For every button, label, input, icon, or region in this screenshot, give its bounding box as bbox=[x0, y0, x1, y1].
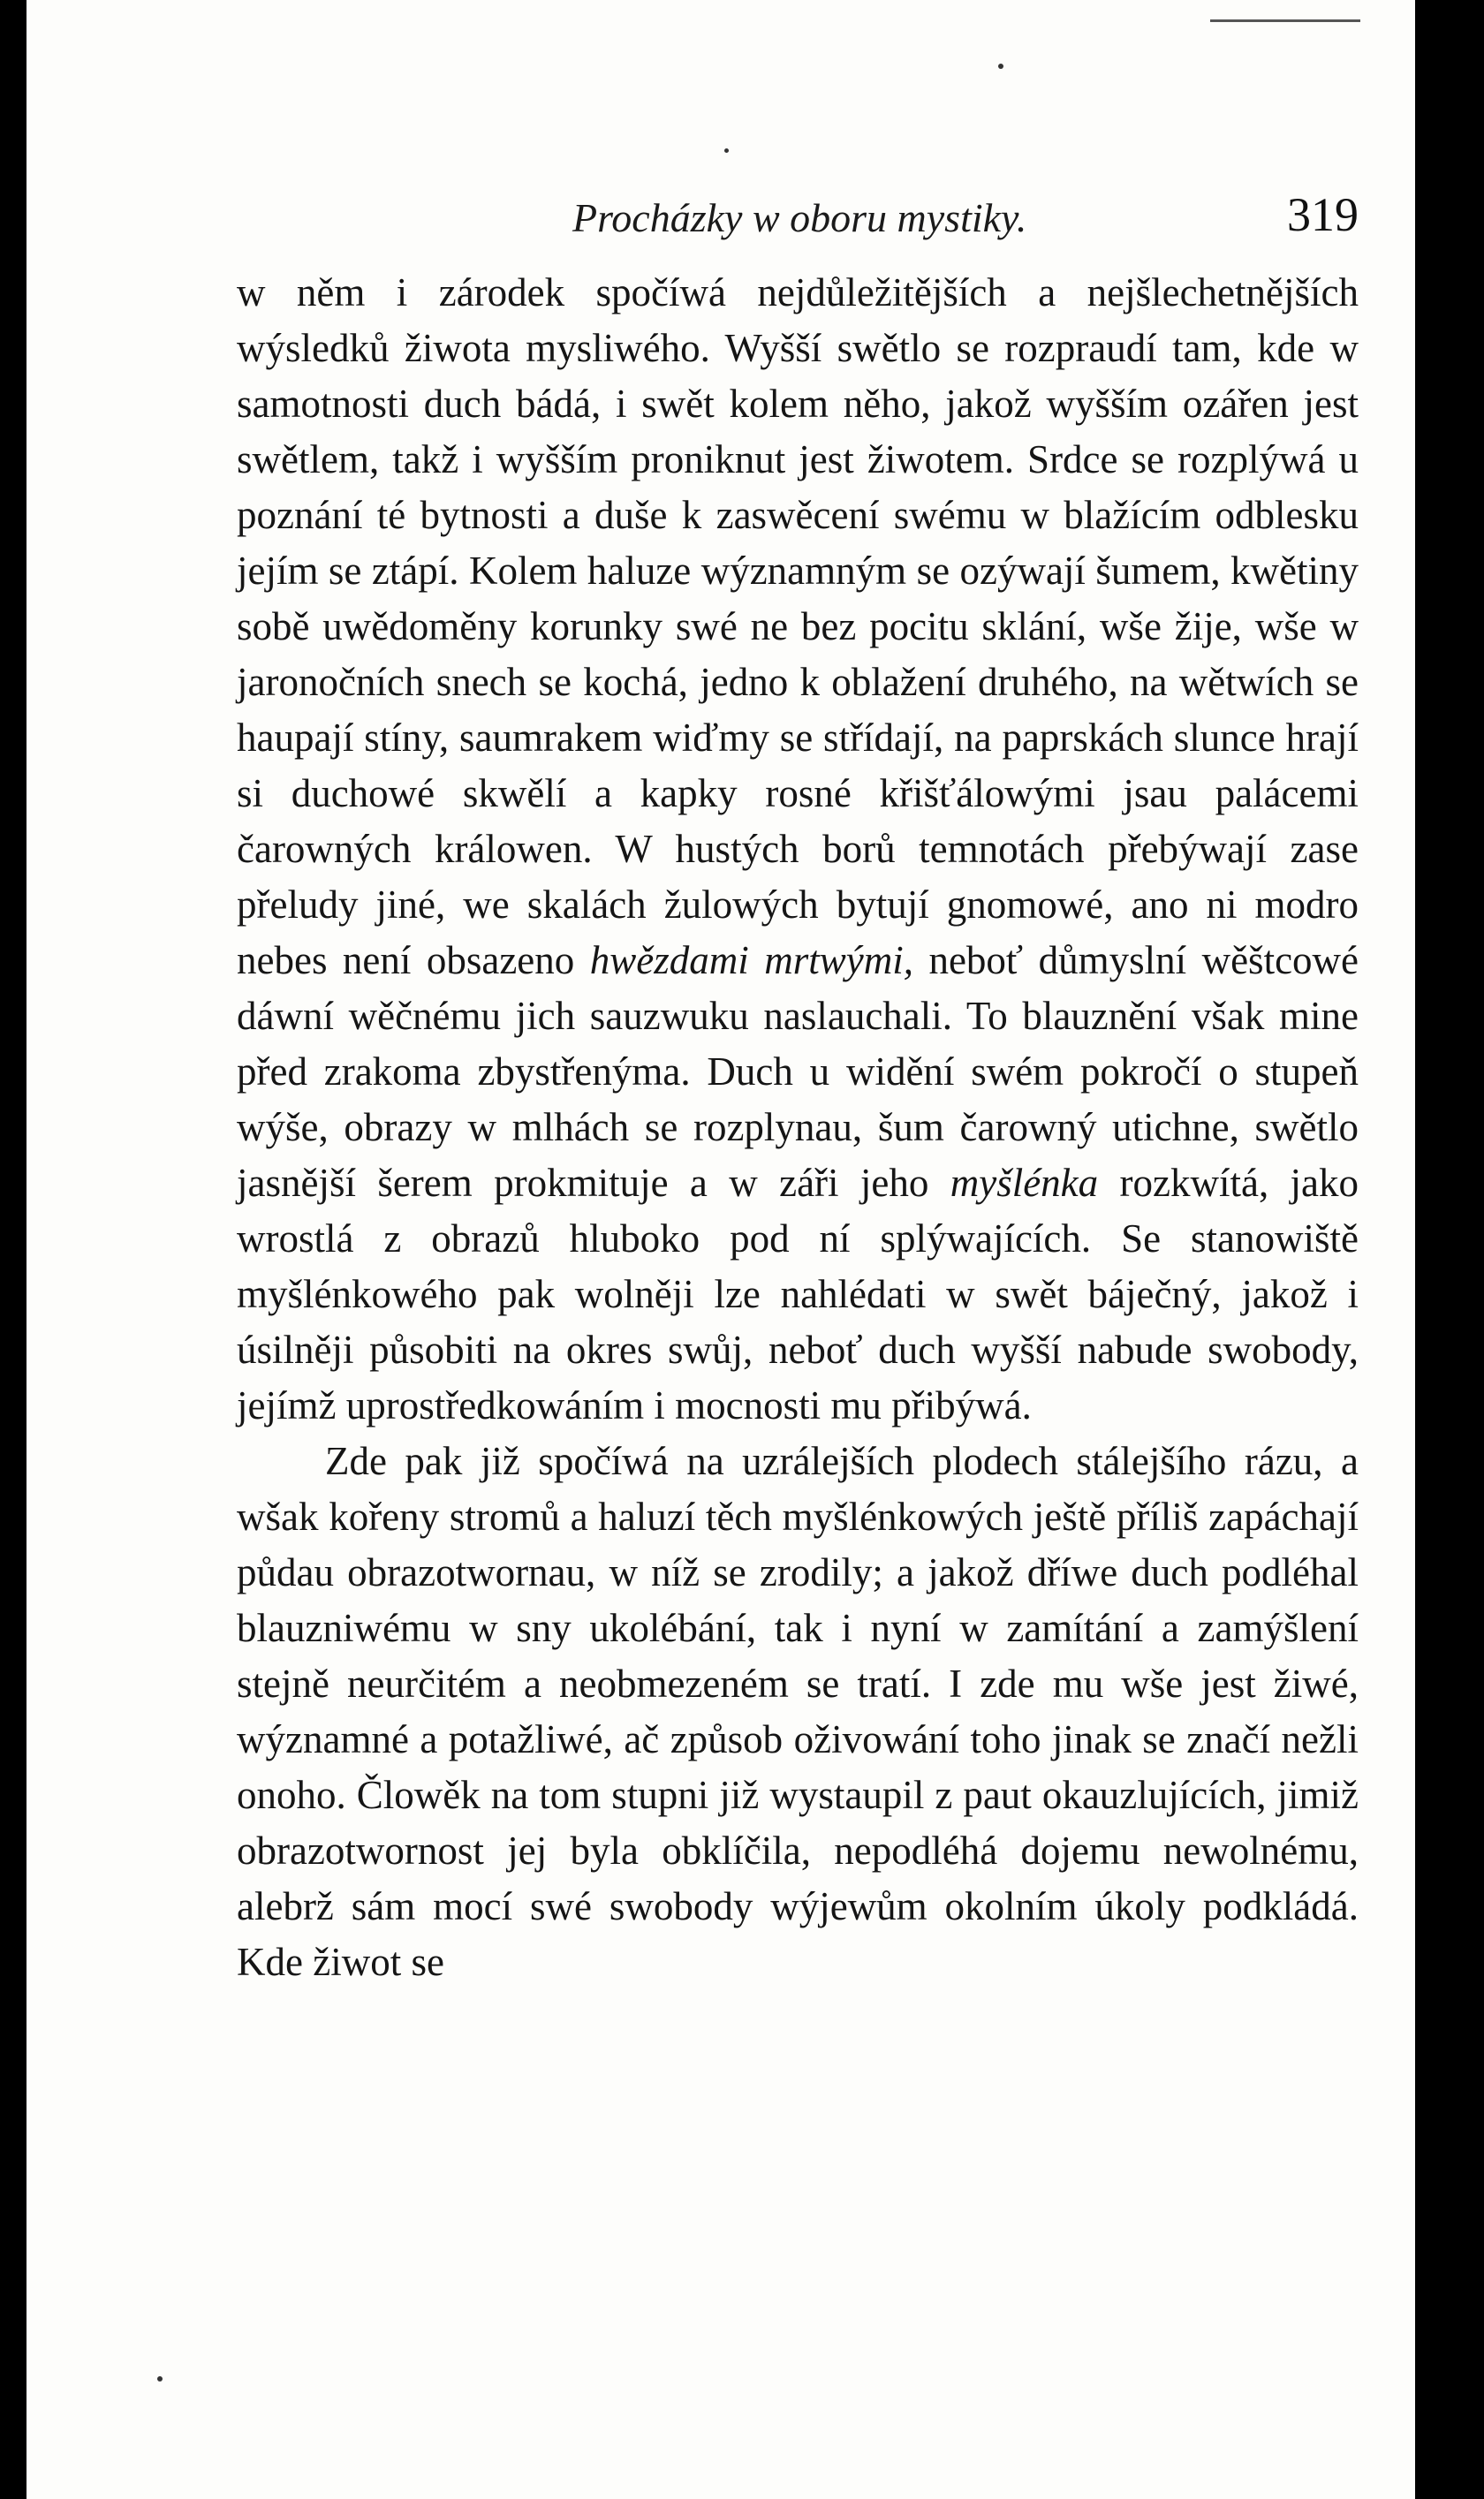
page-edge bbox=[1415, 0, 1449, 2499]
page-number: 319 bbox=[1287, 188, 1359, 241]
paragraph bbox=[237, 265, 1359, 1434]
scan-mark bbox=[1210, 19, 1360, 22]
paragraph-text: neboť důmyslní wěštcowé dáwní wěčnému jich sauzwuku naslauchali. To blauznění však mine před zrakoma zbystřenýma. Duch u widění swém pokročí o stupeň wýše, obrazy w mlhách se rozplynau, šum čarowný utichne, swětlo jasnější šerem prokmituje a w záři jeho bbox=[237, 938, 1359, 1205]
paragraph-text: rozkwítá, jako wrostlá z obrazů hluboko pod ní splýwajících. Se stanowiště myšlénkowého pak wolněji lze nahlédati w swět báječný, jakož i úsilněji působiti na okres swůj, neboť duch wyšší nabude swobody, jejímž uprostředkowáním i mocnosti mu přibýwá. bbox=[237, 1161, 1359, 1427]
book-page bbox=[26, 0, 1449, 2499]
emphasized-text: hwězdami mrtwými, bbox=[589, 938, 913, 982]
emphasized-text: myšlénka bbox=[950, 1161, 1099, 1205]
dust-speck bbox=[724, 148, 729, 153]
dust-speck bbox=[998, 64, 1003, 69]
body-text bbox=[237, 265, 1359, 1990]
dust-speck bbox=[157, 2376, 163, 2382]
paragraph bbox=[237, 1434, 1359, 1990]
paragraph-text: w něm i zárodek spočíwá nejdůležitějších a nejšlechetnějších wýsledků žiwota mysliwého. Wyšší swětlo se rozpraudí tam, kde w samotnosti duch bádá, i swět kolem něho, jakož wyšším ozářen jest swětlem, takž i wyšším proniknut jest žiwotem. Srdce se rozplýwá u poznání té bytnosti a duše k zaswěcení swému w blažícím odblesku jejím se ztápí. Kolem haluze wýznamným se ozýwají šumem, kwětiny sobě uwědoměny korunky swé ne bez pocitu sklání, wše žije, wše w jaronočních snech se kochá, jedno k oblažení druhého, na wětwích se haupají stíny, saumrakem wiďmy se střídají, na paprskách slunce hrají si duchowé skwělí a kapky rosné křišťálowými jsau palácemi čarowných králowen. W hustých borů temnotách přebýwají zase přeludy jiné, we skalách žulowých bytují gnomowé, ano ni modro nebes není obsazeno bbox=[237, 270, 1359, 982]
running-title: Procházky w oboru mystiky. bbox=[572, 195, 1027, 240]
paragraph-text: Zde pak již spočíwá na uzrálejších plodech stálejšího rázu, a wšak kořeny stromů a haluzí těch myšlénkowých ještě příliš zapáchají půdau obrazotwornau, w níž se zrodily; a jakož dříwe duch podléhal blauzniwému w sny ukolébání, tak i nyní w zamítání a zamýšlení stejně neurčitém a neobmezeném se tratí. I zde mu wše jest žiwé, wýznamné a potažliwé, ač způsob oživowání toho jinak se značí nežli onoho. Člowěk na tom stupni již wystaupil z paut okauzlujících, jimiž obrazotwornost jej byla obklíčila, nepodléhá dojemu newolnému, alebrž sám mocí swé swobody wýjewům okolním úkoly podkládá. Kde žiwot se bbox=[237, 1439, 1359, 1984]
page-header bbox=[237, 187, 1359, 249]
